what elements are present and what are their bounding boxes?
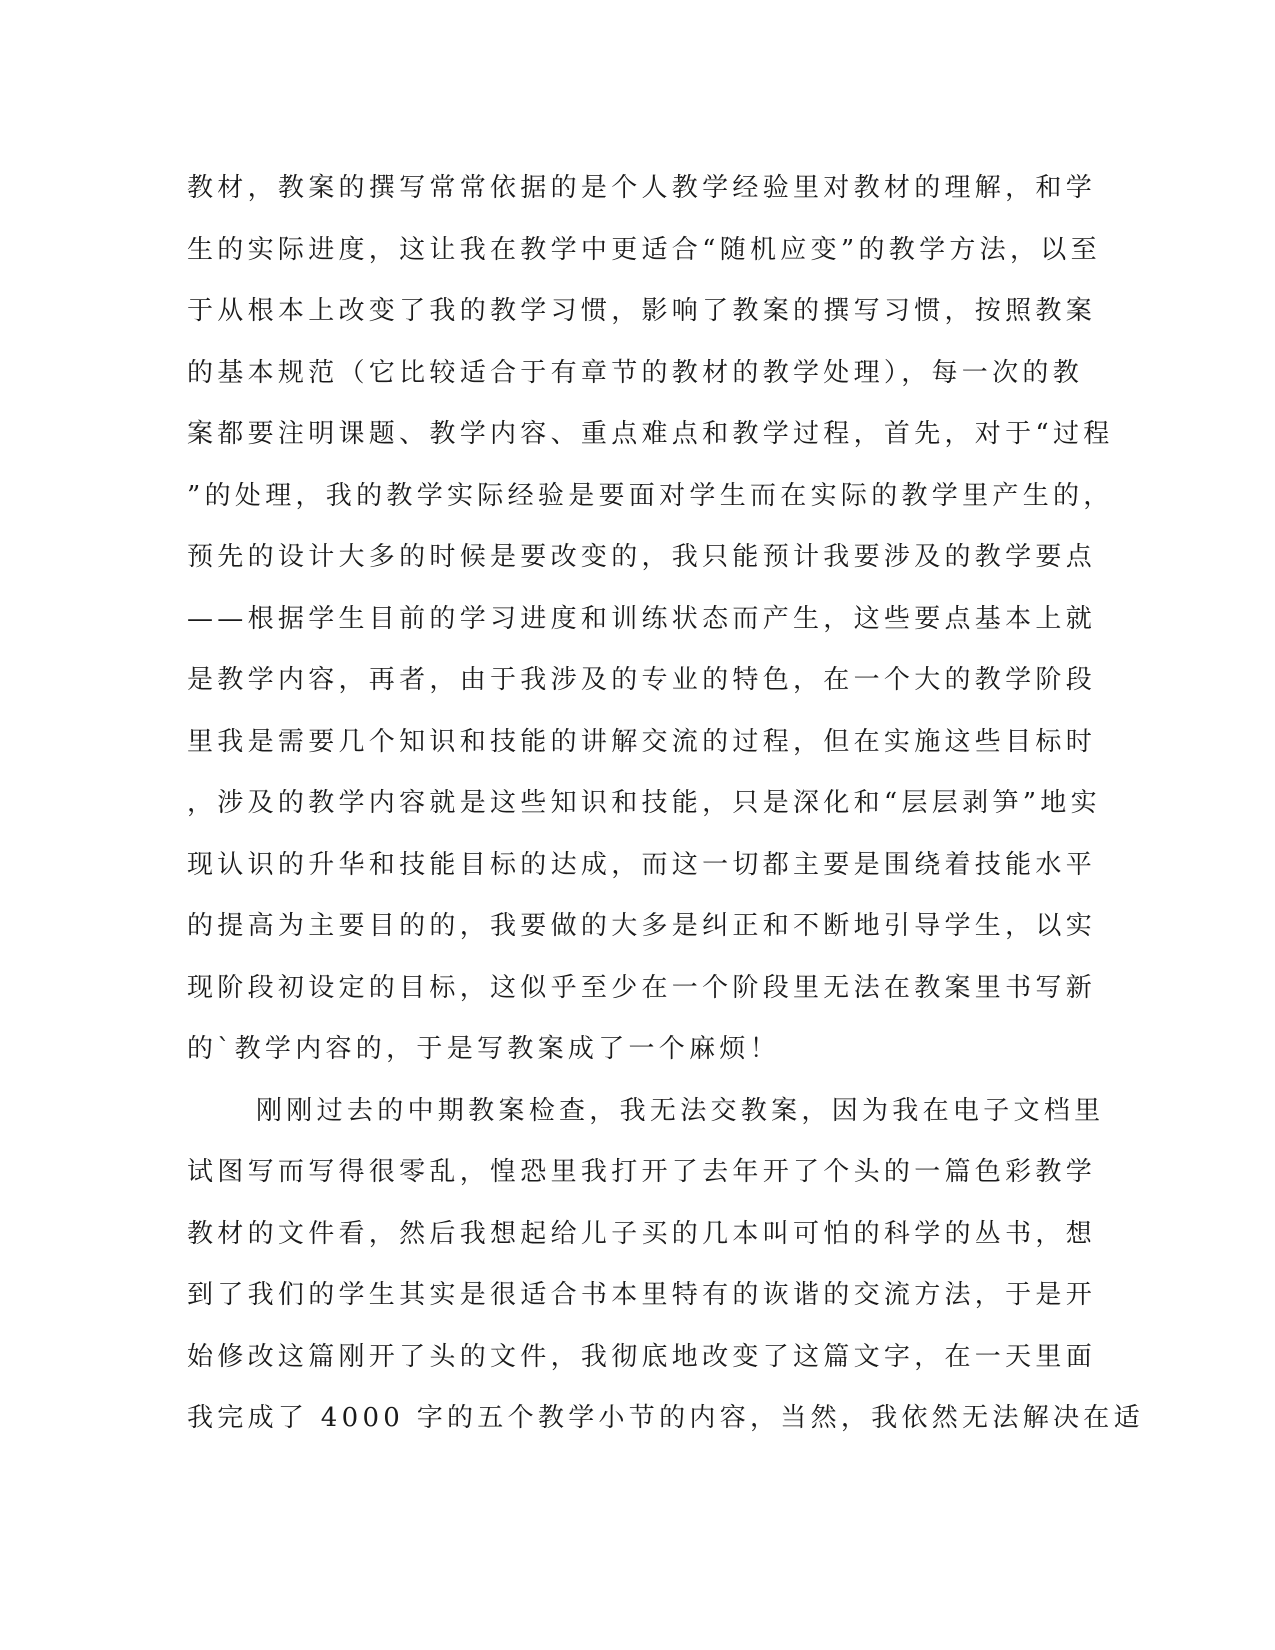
paragraph-1 (187, 158, 1114, 1081)
text-line: 预先的设计大多的时候是要改变的，我只能预计我要涉及的教学要点 (187, 542, 1097, 572)
text-line: 教材，教案的撰写常常依据的是个人教学经验里对教材的理解，和学 (187, 173, 1097, 203)
paragraph-2 (187, 1081, 1144, 1450)
text-line: 的提高为主要目的的，我要做的大多是纠正和不断地引导学生，以实 (187, 911, 1097, 941)
text-line: ——根据学生目前的学习进度和训练状态而产生，这些要点基本上就 (187, 603, 1097, 634)
text-line: ”的处理，我的教学实际经验是要面对学生而在实际的教学里产生的， (187, 480, 1114, 511)
text-line: 生的实际进度，这让我在教学中更适合“随机应变”的教学方法，以至 (187, 234, 1101, 265)
text-line: 于从根本上改变了我的教学习惯，影响了教案的撰写习惯，按照教案 (187, 296, 1097, 326)
text-line: 的基本规范（它比较适合于有章节的教材的教学处理），每一次的教 (187, 357, 1084, 388)
body-text (187, 158, 1144, 1450)
text-line: 现认识的升华和技能目标的达成，而这一切都主要是围绕着技能水平 (187, 849, 1097, 880)
text-line: 教材的文件看，然后我想起给儿子买的几本叫可怕的科学的丛书，想 (187, 1218, 1097, 1249)
text-line: 里我是需要几个知识和技能的讲解交流的过程，但在实施这些目标时 (187, 726, 1097, 757)
text-line: 试图写而写得很零乱，惶恐里我打开了去年开了个头的一篇色彩教学 (187, 1157, 1097, 1187)
text-line: ，涉及的教学内容就是这些知识和技能，只是深化和“层层剥笋”地实 (187, 788, 1101, 818)
text-line: 到了我们的学生其实是很适合书本里特有的诙谐的交流方法，于是开 (187, 1280, 1097, 1310)
text-line: 是教学内容，再者，由于我涉及的专业的特色，在一个大的教学阶段 (187, 665, 1097, 695)
text-line: 我完成了 4000 字的五个教学小节的内容，当然，我依然无法解决在适 (187, 1403, 1144, 1433)
text-line: 案都要注明课题、教学内容、重点难点和教学过程，首先，对于“过程 (187, 419, 1114, 449)
text-line: 现阶段初设定的目标，这似乎至少在一个阶段里无法在教案里书写新 (187, 972, 1097, 1003)
text-line: 始修改这篇刚开了头的文件，我彻底地改变了这篇文字，在一天里面 (187, 1341, 1097, 1372)
text-line: 的`教学内容的，于是写教案成了一个麻烦！ (187, 1034, 781, 1064)
text-line: 刚刚过去的中期教案检查，我无法交教案，因为我在电子文档里 (256, 1095, 1105, 1126)
